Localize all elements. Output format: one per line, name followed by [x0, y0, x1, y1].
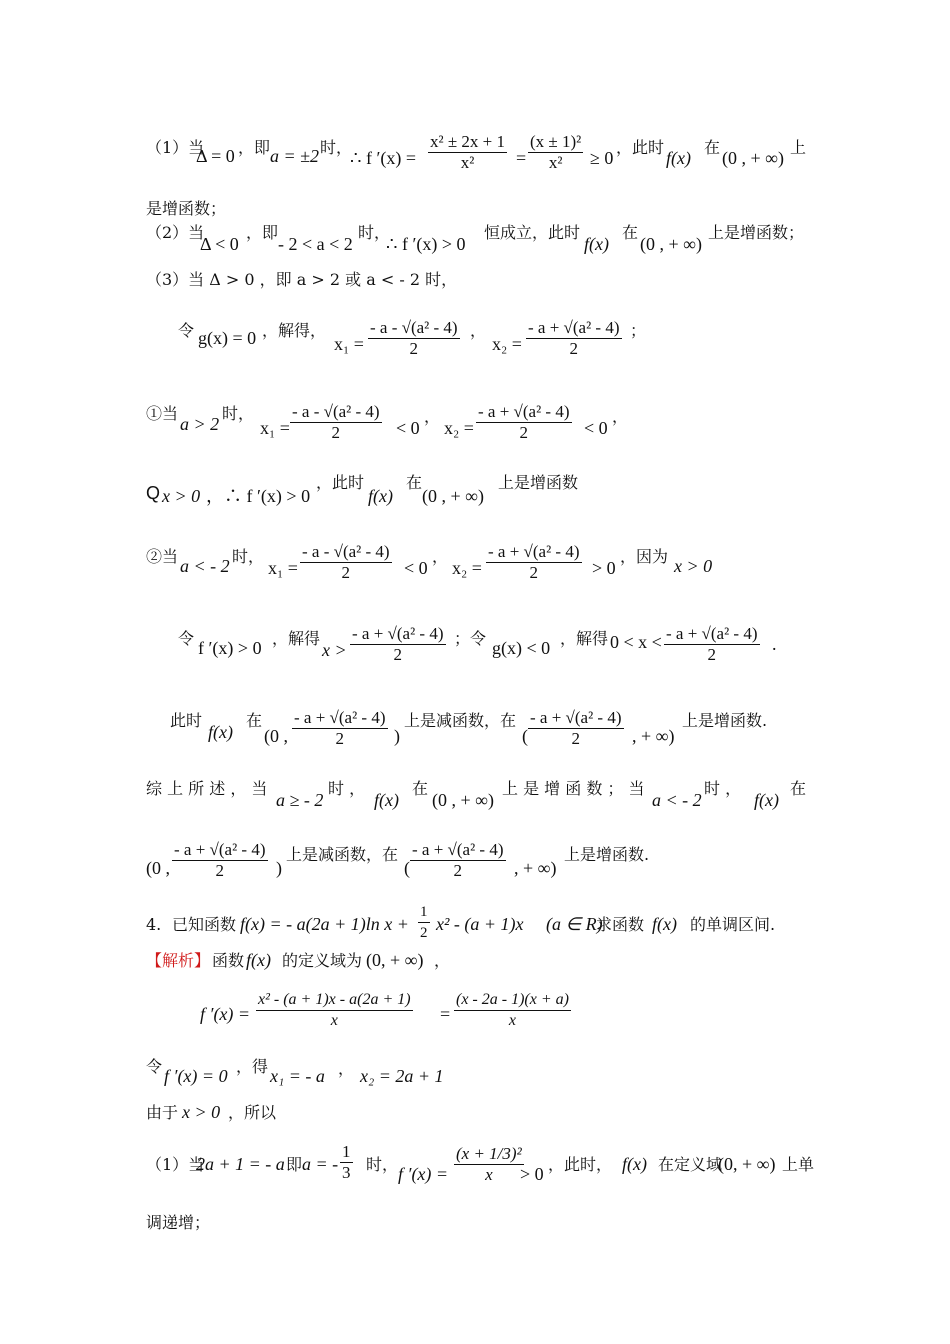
l2-num2: - a + √(a² - 4)	[666, 624, 758, 643]
case2-derivative: ∴ f ′(x) > 0	[386, 234, 466, 254]
fd-frac1	[256, 990, 413, 1031]
e1-lead: （1）当	[146, 1155, 205, 1174]
l2-den: 2	[393, 645, 402, 664]
cs-inc: 上是增函数.	[682, 711, 768, 730]
case1-geq: ≥ 0	[590, 148, 614, 168]
cs-zai: 在	[246, 711, 263, 730]
sub1-lead: ①当	[146, 404, 179, 423]
fd-den2: x	[508, 1012, 517, 1029]
q-tail: 上是增函数	[498, 473, 579, 492]
sum2-frac2	[410, 840, 506, 881]
q-derivative: ，∴ f ′(x) > 0	[206, 486, 311, 506]
x1-den: 2	[409, 339, 419, 358]
sub2-comma: ，	[432, 547, 449, 566]
sum-b: 上 是 增 函 数 ； 当	[502, 779, 645, 798]
sub2-x2-num: - a + √(a² - 4)	[488, 542, 580, 561]
x1-num: - a - √(a² - 4)	[370, 318, 458, 337]
sum-cond2: a < - 2	[652, 790, 702, 810]
yu-cond: x > 0	[182, 1102, 221, 1122]
sum2-den: 2	[215, 861, 224, 880]
ld-lead: 令	[146, 1057, 163, 1076]
case1-a: a = ±2	[270, 146, 320, 166]
sum-fx: f(x)	[374, 790, 399, 810]
e1-third-den: 3	[342, 1163, 351, 1182]
yu-tail: ，所以	[228, 1103, 277, 1122]
sub1-x2-den: 2	[519, 423, 528, 442]
case1-derivative: ∴ f ′(x) =	[350, 148, 417, 168]
cs-den2: 2	[571, 729, 580, 748]
sum-zai2: 在	[790, 779, 807, 798]
jiexi-text1: 函数	[212, 951, 245, 970]
cs-close2: , + ∞)	[632, 726, 675, 746]
case2-fx: f(x)	[584, 234, 609, 254]
l2-den2: 2	[707, 645, 716, 664]
e1-zai: 在定义域	[658, 1155, 723, 1174]
sub2-gt0: > 0	[592, 558, 616, 578]
p4-half-den: 2	[420, 925, 428, 941]
sub2-x1-num: - a - √(a² - 4)	[302, 542, 390, 561]
ld-f: f ′(x) = 0	[164, 1066, 228, 1086]
e1-third-num: 1	[342, 1142, 351, 1161]
case2-range: - 2 < a < 2	[278, 234, 353, 254]
fd-num1: x² - (a + 1)x - a(2a + 1)	[256, 990, 413, 1011]
p4-half	[418, 902, 430, 943]
sub1-end: ，	[612, 407, 629, 426]
sub1-x1-num: - a - √(a² - 4)	[292, 402, 380, 421]
l2-frac	[350, 624, 446, 665]
sub2-lead: ②当	[146, 547, 179, 566]
case1-frac1-den: x²	[460, 153, 475, 172]
sub1-x1-frac	[290, 402, 382, 443]
sub1-x2: x₂ =	[444, 418, 474, 438]
q-cishi: ，此时	[316, 473, 365, 492]
e1-ji: 即	[286, 1155, 303, 1174]
sum2-inc: 上是增函数.	[564, 845, 650, 864]
ling-g: g(x) = 0	[198, 328, 257, 348]
ld-x2: x₂ = 2a + 1	[360, 1066, 444, 1086]
e1-fx: f(x)	[622, 1154, 647, 1174]
e1-cishi: ，此时，	[548, 1155, 613, 1174]
p4-text1: 已知函数	[172, 915, 237, 934]
sub1-comma: ，	[424, 407, 441, 426]
cs-frac2	[528, 708, 624, 749]
cs-dec: 上是减函数，在	[404, 711, 517, 730]
e1-third	[340, 1142, 353, 1183]
case1-fx: f(x)	[666, 148, 691, 168]
jiexi-fx: f(x)	[246, 950, 271, 970]
ling-jie: ，解得，	[262, 321, 327, 340]
case2-delta: Δ < 0	[200, 234, 239, 254]
x1-frac	[368, 318, 460, 359]
case1-zai: 在	[704, 138, 721, 157]
case2-ji: ，即	[246, 223, 279, 242]
sum2-dec: 上是减函数，在	[286, 845, 399, 864]
l2-f: f ′(x) > 0	[198, 638, 262, 658]
case1-frac2-den: x²	[548, 153, 563, 172]
fd-frac2	[454, 990, 571, 1031]
e1-cont: 调递增；	[146, 1213, 211, 1232]
sub1-x1: x₁ =	[260, 418, 290, 438]
cs-open2: (	[522, 726, 528, 746]
sub2-x1-den: 2	[341, 563, 351, 582]
ld-comma: ，	[338, 1059, 355, 1078]
sub2-x2-den: 2	[529, 563, 538, 582]
e1-frac	[454, 1144, 524, 1185]
q-fx: f(x)	[368, 486, 393, 506]
case1-cont: 是增函数；	[146, 199, 227, 218]
l2-jie2: ，解得	[560, 629, 609, 648]
case1-delta: Δ = 0	[196, 146, 235, 166]
case1-cishi: ，此时	[616, 138, 665, 157]
sum2-frac	[172, 840, 268, 881]
p4-number: 4.	[146, 915, 162, 934]
case1-shi: 时，	[320, 138, 353, 157]
cs-num: - a + √(a² - 4)	[294, 708, 386, 727]
q-symbol: Q	[146, 483, 161, 503]
q-zai: 在	[406, 473, 423, 492]
fd-den1: x	[330, 1012, 338, 1029]
sub2-x1: x₁ =	[268, 558, 298, 578]
q-interval: (0 , + ∞)	[422, 486, 484, 506]
sum-int: (0 , + ∞)	[432, 790, 494, 810]
l2-range: 0 < x <	[610, 632, 662, 652]
cs-fx: f(x)	[208, 722, 233, 742]
ling-comma: ，	[470, 321, 487, 340]
ling-semi: ；	[630, 321, 647, 340]
sub2-yinwei: ，因为	[620, 547, 669, 566]
case1-frac2-num: (x ± 1)²	[530, 132, 582, 151]
sub1-x2-num: - a + √(a² - 4)	[478, 402, 570, 421]
l2-xgt: x >	[322, 640, 347, 660]
e1-a: a = -	[302, 1154, 339, 1174]
jiexi-text3: ，	[434, 951, 451, 970]
l2-g: g(x) < 0	[492, 638, 551, 658]
cs-frac	[292, 708, 388, 749]
l2-num: - a + √(a² - 4)	[352, 624, 444, 643]
case2-heng: 恒成立，此时	[484, 223, 581, 242]
p4-text2: 求函数	[596, 915, 645, 934]
case2-interval: (0 , + ∞)	[640, 234, 702, 254]
case1-lead: （1）当	[146, 138, 205, 157]
e1-f: f ′(x) =	[398, 1164, 449, 1184]
e1-num: (x + 1/3)²	[456, 1144, 522, 1163]
sub1-shi: 时，	[222, 404, 255, 423]
e1-den: x	[485, 1165, 493, 1184]
ld-x1: x₁ = - a	[270, 1066, 325, 1086]
case3-text: （3）当 Δ > 0 ，即 a > 2 或 a < - 2 时，	[146, 270, 458, 289]
p4-half-num: 1	[418, 902, 430, 923]
l2-frac2	[664, 624, 760, 665]
case1-eq: =	[516, 148, 527, 168]
case2-lead: （2）当	[146, 223, 205, 242]
sub2-cond: a < - 2	[180, 556, 230, 576]
sub1-lt0a: < 0	[396, 418, 420, 438]
cs-den: 2	[335, 729, 344, 748]
l2-dot: .	[772, 634, 777, 654]
sub2-x2: x₂ =	[452, 558, 482, 578]
jiexi-text2: 的定义域为	[282, 951, 363, 970]
p4-rest: x² - (a + 1)x	[436, 914, 524, 934]
sum-shi2: 时 ，	[704, 779, 742, 798]
cs-open: (0 ,	[264, 726, 288, 746]
sub2-lt0: < 0	[404, 558, 428, 578]
case1-frac1-num: x² ± 2x + 1	[430, 132, 506, 151]
sum2-close: )	[276, 858, 282, 878]
sub1-cond: a > 2	[180, 414, 220, 434]
cs-num2: - a + √(a² - 4)	[530, 708, 622, 727]
case2-tail: 上是增函数；	[708, 223, 805, 242]
fd-num2: (x - 2a - 1)(x + a)	[454, 990, 571, 1011]
sub1-x1-den: 2	[331, 423, 341, 442]
sum-cond: a ≥ - 2	[276, 790, 324, 810]
l2-lead: 令	[178, 629, 195, 648]
ld-de: ，得	[236, 1057, 269, 1076]
e1-dom: (0, + ∞)	[718, 1154, 776, 1174]
case1-frac2	[528, 132, 583, 173]
case1-shang: 上	[790, 138, 807, 157]
sum-fx2: f(x)	[754, 790, 779, 810]
q-xgt0: x > 0	[162, 486, 201, 506]
sub2-shi: 时，	[232, 547, 265, 566]
e1-gt: > 0	[520, 1164, 544, 1184]
sub2-x2-frac	[486, 542, 582, 583]
l2-semi: ；令	[454, 629, 487, 648]
ling-lead: 令	[178, 321, 195, 340]
l2-jie: ，解得	[272, 629, 321, 648]
p4-fx: f(x)	[652, 914, 677, 934]
sub2-x1-frac	[300, 542, 392, 583]
case2-zai: 在	[622, 223, 639, 242]
sub1-x2-frac	[476, 402, 572, 443]
cs-lead: 此时	[170, 711, 203, 730]
case2-shi: 时，	[358, 223, 391, 242]
p4-text3: 的单调区间.	[690, 915, 776, 934]
sum2-num: - a + √(a² - 4)	[174, 840, 266, 859]
sum-a: 综 上 所 述 ， 当	[146, 779, 268, 798]
case1-frac1	[428, 132, 507, 173]
e1-dan: 上单	[782, 1155, 815, 1174]
jiexi-domain: (0, + ∞)	[366, 950, 424, 970]
e1-eq: 2a + 1 = - a	[196, 1154, 285, 1174]
sub1-lt0b: < 0	[584, 418, 608, 438]
sum-shi: 时 ，	[328, 779, 366, 798]
p4-f: f(x) = - a(2a + 1)ln x +	[240, 914, 409, 934]
sum2-den2: 2	[453, 861, 462, 880]
cs-close: )	[394, 726, 400, 746]
sum2-open: (0 ,	[146, 858, 170, 878]
jiexi-tag: 【解析】	[146, 951, 211, 970]
x2-frac	[526, 318, 622, 359]
e1-shi: 时，	[366, 1155, 399, 1174]
x2-num: - a + √(a² - 4)	[528, 318, 620, 337]
p4-cond: (a ∈ R)	[546, 914, 603, 934]
sub2-xgt0: x > 0	[674, 556, 713, 576]
sum-zai: 在	[412, 779, 429, 798]
sum2-close2: , + ∞)	[514, 858, 557, 878]
case1-interval: (0 , + ∞)	[722, 148, 784, 168]
x2-den: 2	[569, 339, 578, 358]
fd-eq: =	[440, 1004, 451, 1024]
x1-label: x₁ =	[334, 334, 364, 354]
x2-label: x₂ =	[492, 334, 522, 354]
sum2-open2: (	[404, 858, 410, 878]
case1-ji: ，即	[238, 138, 271, 157]
sum2-num2: - a + √(a² - 4)	[412, 840, 504, 859]
fd-lhs: f ′(x) =	[200, 1004, 251, 1024]
yu-text: 由于	[146, 1103, 179, 1122]
